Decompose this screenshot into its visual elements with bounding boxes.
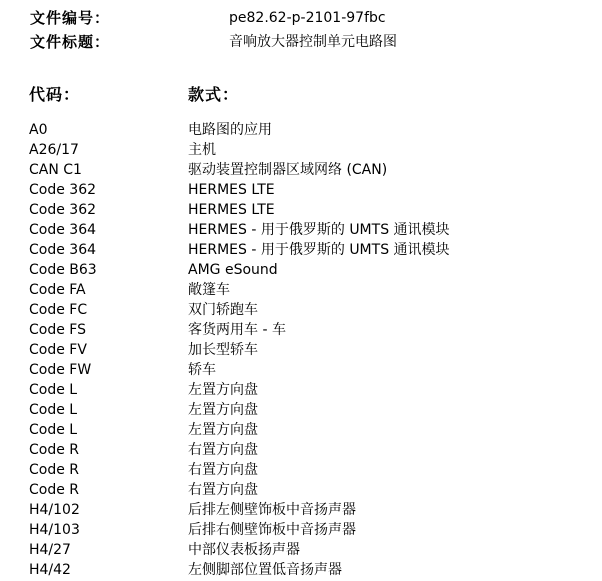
- row-model: 左侧脚部位置低音扬声器: [188, 562, 342, 578]
- table-row: [0, 560, 602, 580]
- row-code: CAN C1: [29, 162, 82, 178]
- row-model: 双门轿跑车: [188, 302, 258, 318]
- row-code: H4/42: [29, 562, 71, 578]
- doc-title-value: 音响放大器控制单元电路图: [229, 34, 397, 50]
- row-code: Code FW: [29, 362, 92, 378]
- row-code: Code FA: [29, 282, 86, 298]
- doc-number-value: pe82.62-p-2101-97fbc: [229, 10, 386, 26]
- row-code: Code L: [29, 422, 78, 438]
- table-row: [0, 480, 602, 500]
- row-code: Code FS: [29, 322, 86, 338]
- table-row: [0, 120, 602, 140]
- table-row: [0, 520, 602, 540]
- table-row: [0, 360, 602, 380]
- table-row: [0, 540, 602, 560]
- row-model: 后排右侧壁饰板中音扬声器: [188, 522, 356, 538]
- doc-number-label: 文件编号：: [30, 9, 111, 27]
- row-code: Code R: [29, 442, 80, 458]
- row-code: Code L: [29, 402, 78, 418]
- table-row: [0, 240, 602, 260]
- table-row: [0, 320, 602, 340]
- table-row: [0, 300, 602, 320]
- table-row: [0, 200, 602, 220]
- row-model: HERMES - 用于俄罗斯的 UMTS 通讯模块: [188, 222, 450, 238]
- row-model: 轿车: [188, 362, 216, 378]
- table-row: [0, 180, 602, 200]
- row-code: Code R: [29, 482, 80, 498]
- table-row: [0, 380, 602, 400]
- table-row: [0, 220, 602, 240]
- row-model: 后排左侧壁饰板中音扬声器: [188, 502, 356, 518]
- table-row: [0, 340, 602, 360]
- row-code: Code 364: [29, 242, 97, 258]
- row-code: Code B63: [29, 262, 97, 278]
- row-model: 电路图的应用: [188, 122, 272, 138]
- row-model: 右置方向盘: [188, 462, 258, 478]
- table-row: [0, 260, 602, 280]
- row-model: HERMES LTE: [188, 182, 275, 198]
- table-rows: [0, 120, 602, 580]
- row-code: A0: [29, 122, 48, 138]
- row-model: 右置方向盘: [188, 442, 258, 458]
- row-code: H4/102: [29, 502, 80, 518]
- row-code: A26/17: [29, 142, 79, 158]
- code-column-header: 代码：: [29, 85, 81, 104]
- row-model: 左置方向盘: [188, 402, 258, 418]
- row-code: Code FV: [29, 342, 87, 358]
- row-model: 右置方向盘: [188, 482, 258, 498]
- table-row: [0, 400, 602, 420]
- table-row: [0, 460, 602, 480]
- model-column-header: 款式：: [188, 85, 240, 104]
- table-row: [0, 500, 602, 520]
- table-row: [0, 140, 602, 160]
- row-model: 敞篷车: [188, 282, 230, 298]
- row-model: 左置方向盘: [188, 382, 258, 398]
- row-code: Code 362: [29, 182, 97, 198]
- row-model: 驱动装置控制器区域网络 (CAN): [188, 162, 388, 178]
- row-code: H4/103: [29, 522, 80, 538]
- table-row: [0, 420, 602, 440]
- row-code: Code L: [29, 382, 78, 398]
- row-code: Code FC: [29, 302, 88, 318]
- table-row: [0, 440, 602, 460]
- row-model: 中部仪表板扬声器: [188, 542, 300, 558]
- row-model: HERMES - 用于俄罗斯的 UMTS 通讯模块: [188, 242, 450, 258]
- row-model: 主机: [188, 142, 216, 158]
- row-code: Code 362: [29, 202, 97, 218]
- row-model: 左置方向盘: [188, 422, 258, 438]
- row-model: HERMES LTE: [188, 202, 275, 218]
- doc-title-label: 文件标题：: [30, 33, 111, 51]
- row-model: 加长型轿车: [188, 342, 258, 358]
- table-row: [0, 160, 602, 180]
- row-model: 客货两用车 - 车: [188, 322, 286, 338]
- row-model: AMG eSound: [188, 262, 278, 278]
- table-row: [0, 280, 602, 300]
- row-code: H4/27: [29, 542, 71, 558]
- row-code: Code 364: [29, 222, 97, 238]
- row-code: Code R: [29, 462, 80, 478]
